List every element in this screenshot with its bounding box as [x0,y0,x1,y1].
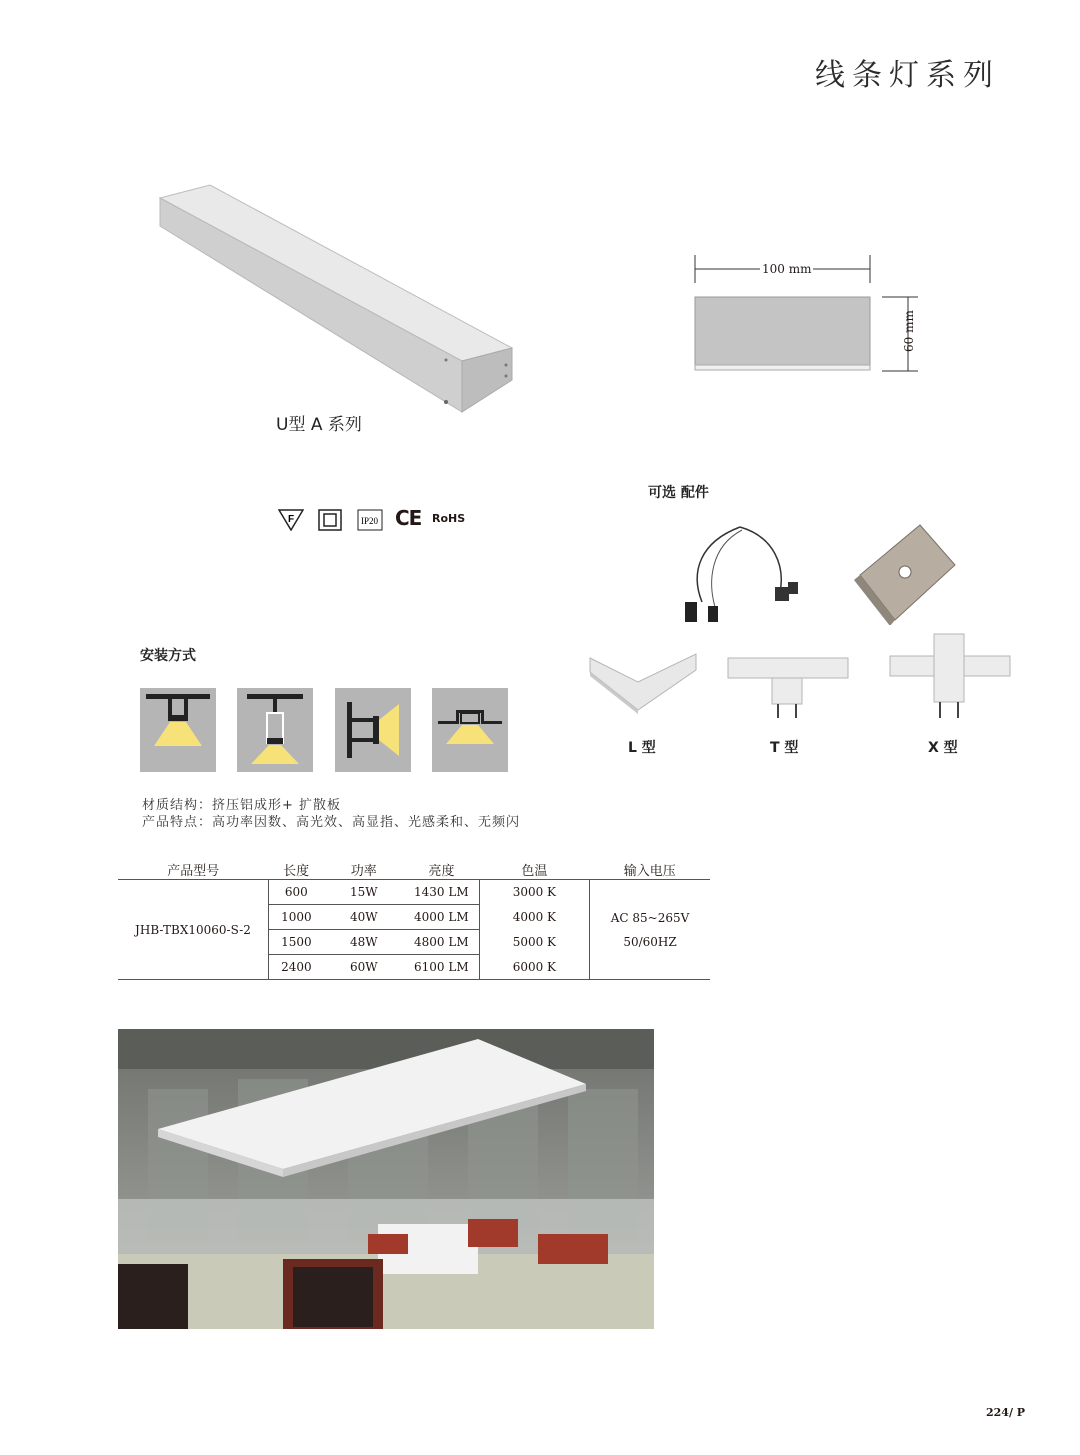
ceiling-mount-icon [140,688,216,772]
x-connector-icon [888,632,1012,720]
office-application-photo [118,1029,654,1329]
spec-table [118,860,710,980]
power-cell: 48W [324,930,404,955]
voltage-line1: AC 85~265V [610,910,690,925]
linear-light-product-image [150,180,520,420]
features-line: 产品特点：高功率因数、高光效、高显指、光感柔和、无频闪 [142,815,521,830]
suspension-cable-icon [680,522,800,627]
width-dimension-label: 100 mm [762,262,812,276]
cct-cell: 6000 K [479,955,589,980]
wall-mount-icon [335,688,411,772]
rohs-mark: RoHS [432,512,466,525]
cct-cell: 5000 K [479,930,589,955]
header-model: 产品型号 [118,860,269,880]
header-cct: 色温 [479,860,589,880]
l-connector-icon [588,652,700,714]
series-title: 线条灯系列 [815,58,1000,93]
svg-text:F: F [288,514,295,525]
length-cell: 1000 [269,905,324,930]
ce-mark-icon: CE [395,506,422,530]
lumen-cell: 4000 LM [404,905,479,930]
lumen-cell: 6100 LM [404,955,479,980]
header-power: 功率 [324,860,404,880]
cct-cell: 3000 K [479,880,589,905]
voltage-cell [590,880,710,980]
power-cell: 60W [324,955,404,980]
length-cell: 600 [269,880,324,905]
length-cell: 2400 [269,955,324,980]
f-mark-icon [278,509,304,531]
model-cell: JHB-TBX10060-S-2 [118,880,269,980]
table-row [118,880,710,905]
svg-text:IP20: IP20 [361,516,379,526]
lumen-cell: 1430 LM [404,880,479,905]
ip20-icon [357,509,383,531]
page-number: 224/ P [986,1406,1026,1419]
lumen-cell: 4800 LM [404,930,479,955]
accessories-title: 可选 配件 [648,485,709,501]
recessed-mount-icon [432,688,508,772]
header-voltage: 输入电压 [590,860,710,880]
cct-cell: 4000 K [479,905,589,930]
class-ii-icon [318,509,342,531]
material-line: 材质结构：挤压铝成形+ 扩散板 [142,798,342,813]
table-header-row [118,860,710,880]
power-cell: 15W [324,880,404,905]
mounting-clip-icon [850,520,960,625]
spec-text [142,797,520,831]
l-connector-label: L 型 [628,740,656,756]
pendant-mount-icon [237,688,313,772]
t-connector-label: T 型 [770,740,799,756]
x-connector-label: X 型 [928,740,958,756]
product-caption: U型 A 系列 [276,415,362,435]
voltage-line2: 50/60HZ [623,934,677,949]
length-cell: 1500 [269,930,324,955]
header-lumen: 亮度 [404,860,479,880]
power-cell: 40W [324,905,404,930]
mounting-title: 安装方式 [140,648,196,664]
t-connector-icon [726,652,850,720]
height-dimension-label: 60 mm [902,310,916,352]
header-length: 长度 [269,860,324,880]
